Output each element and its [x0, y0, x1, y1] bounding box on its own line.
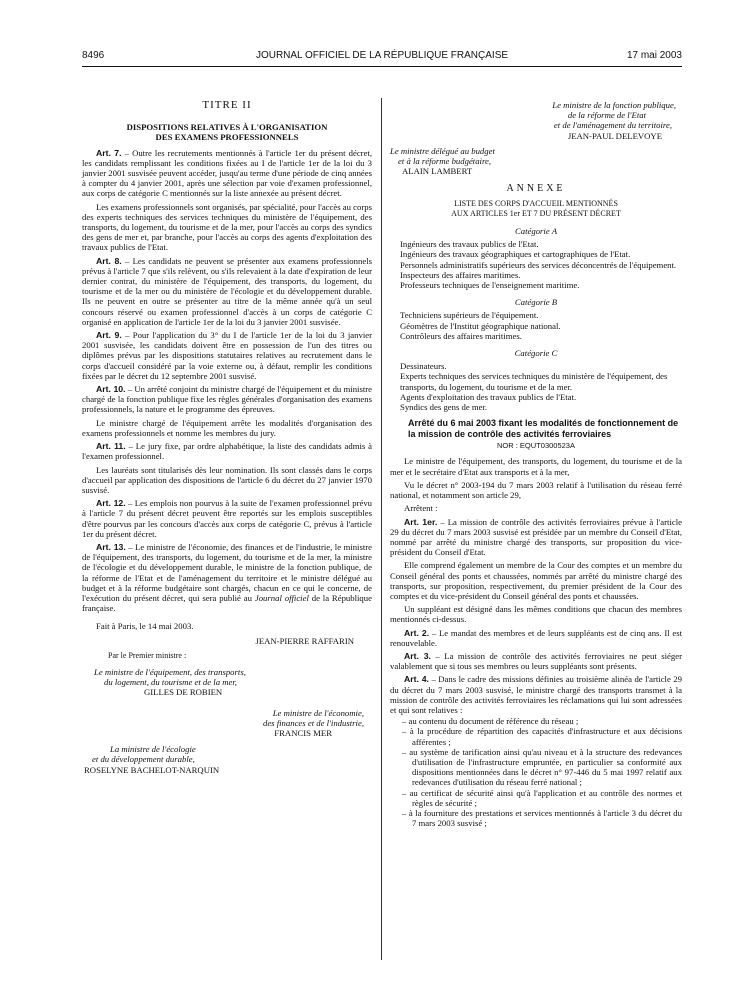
arrete-article-1-p2: Elle comprend également un membre de la Cour des comptes et un membre du Conseil général des ponts et chaussées, nommés par arrêté du ministre chargé des transports, sur proposition, respectivement, du premier président de la Cour des comptes et du vice-président du Conseil général des ponts et chaussées. — [390, 560, 682, 601]
journal-officiel-mention: Journal officiel — [254, 592, 309, 603]
article-8-text: – Les candidats ne peuvent se présenter aux examens professionnels prévus à l'article 7 que s'ils relèvent, ou s'ils relevaient à la date d'expiration de leur dernier contrat, du ministère de l'équipement, des transports, du logement, du tourisme et de la mer ou du ministère de l'écologie et du développement durable. Ils ne peuvent en outre se présenter au titre de la même année qu'à un seul concours réservé ou examen professionnel d'accès à un corps de catégorie C organisé en application de l'article 1er de la loi du 3 janvier 2001 susvisée. — [82, 255, 372, 327]
signatory-budget-line-2: et à la réforme budgétaire, — [398, 156, 492, 167]
annexe-subtitle-line-2: AUX ARTICLES 1er ET 7 DU PRÉSENT DÉCRET — [451, 208, 621, 218]
arrete-article-4-item: – au contenu du document de référence du réseau ; — [402, 716, 579, 727]
article-11-p1 — [82, 441, 372, 461]
arrete-title: Arrêté du 6 mai 2003 fixant les modalités de fonctionnement de la mission de contrôle des activités ferroviaires — [408, 418, 679, 439]
signatory-equipement-name: GILLES DE ROBIEN — [144, 687, 223, 698]
arrete-article-1-text: – La mission de contrôle des activités ferroviaires prévue à l'article 29 du décret du 7 mars 2003 susvisé est présidée par un membre du Conseil d'Etat, nommé par arrêté du ministre chargé des transports, sur proposition du vice-président du Conseil d'Etat. — [390, 516, 682, 558]
page-header — [82, 50, 682, 66]
article-9-p1 — [82, 330, 372, 381]
arrete-intro-2: Vu le décret n° 2003-194 du 7 mars 2003 relatif à l'utilisation du réseau ferré national, et notamment son article 29, — [390, 479, 682, 501]
categorie-c-item: Experts techniques des services techniques du ministère de l'équipement, des transports, du logement, du tourisme et de la mer. — [400, 371, 668, 392]
signatory-equipement-line-1: Le ministre de l'équipement, des transports, — [94, 666, 246, 677]
article-10-p2: Le ministre chargé de l'équipement arrête les modalités d'organisation des examens professionnels et nomme les membres du jury. — [82, 417, 372, 438]
categorie-c-item: Dessinateurs. — [400, 361, 447, 372]
arrete-intro-1: Le ministre de l'équipement, des transports, du logement, du tourisme et de la mer et le secrétaire d'Etat aux transports et à la mer, — [390, 456, 682, 477]
annexe-heading: ANNEXE — [506, 183, 566, 195]
arrete-article-4 — [390, 674, 682, 715]
signatory-fonction-publique-name: JEAN-PAUL DELEVOYE — [567, 130, 662, 141]
signatory-ecologie-line-1: La ministre de l'écologie — [110, 744, 196, 755]
signatory-economie-name: FRANCIS MER — [274, 727, 332, 738]
par-le-premier-ministre: Par le Premier ministre : — [108, 650, 187, 660]
categorie-b-item: Techniciens supérieurs de l'équipement. — [400, 310, 539, 321]
article-12-p1 — [82, 498, 372, 539]
arrete-article-4-item: – au système de tarification ainsi qu'au niveau et à la structure des redevances d'utilisation de l'infrastructure empruntée, en particulier sa conformité aux dispositions mentionnées dans le décret n° 97-446 du 5 mai 1997 relatif aux redevances d'utilisation du réseau ferré national ; — [402, 746, 682, 788]
annexe-subtitle-line-1: LISTE DES CORPS D'ACCUEIL MENTIONNÉS — [454, 198, 618, 208]
categorie-a-item: Inspecteurs des affaires maritimes. — [400, 269, 521, 280]
arrete-article-3 — [390, 651, 682, 671]
article-13-text: – Le ministre de l'économie, des finances et de l'industrie, le ministre de l'équipement, des transports, du logement, du tourisme et de la mer, la ministre de l'écologie et du développement durable, le ministre de la fonction publique, de la réforme de l'Etat et de l'aménagement du territoire et le ministre délégué au budget et à la réforme budgétaire sont chargés, chacun en ce qui le concerne, de l'exécution du présent décret, qui sera publié au — [82, 541, 373, 603]
article-7-p2: Les examens professionnels sont organisés, par spécialité, pour l'accès au corps des experts techniques des services techniques du ministère de l'équipement, des transports, du logement, du tourisme et de la mer, pour l'accès au corps des syndics des gens de mer et, par branche, pour l'accès au corps des agents d'exploitation des travaux publics de l'Etat. — [82, 201, 372, 253]
categorie-c-heading: Catégorie C — [514, 348, 558, 359]
issue-date: 17 mai 2003 — [626, 50, 682, 61]
fait-a-paris: Fait à Paris, le 14 mai 2003. — [96, 621, 194, 632]
signatory-budget-name: ALAIN LAMBERT — [402, 166, 473, 177]
header-rule — [82, 66, 682, 67]
signature-raffarin: JEAN-PIERRE RAFFARIN — [255, 635, 354, 646]
categorie-a-item: Ingénieurs des travaux géographiques et cartographiques de l'Etat. — [400, 249, 631, 260]
article-11-p2: Les lauréats sont titularisés dès leur nomination. Ils sont classés dans le corps d'accueil par application des dispositions de l'article 6 du décret du 27 janvier 1970 susvisé. — [82, 464, 372, 495]
categorie-a-item: Professeurs techniques de l'enseignement maritime. — [400, 280, 580, 291]
page-number: 8496 — [82, 50, 105, 61]
article-7-p1 — [82, 148, 372, 199]
arrete-article-3-text: – La mission de contrôle des activités ferroviaires ne peut siéger valablement que si tous ses membres ou leurs suppléants sont présents. — [390, 650, 683, 672]
signatory-fonction-publique-line-3: et de l'aménagement du territoire, — [553, 120, 672, 131]
arrete-article-4-item: – à la fourniture des prestations et services mentionnés à l'article 3 du décret du 7 mars 2003 susvisé ; — [402, 807, 682, 829]
article-13-label: Art. 13. — [96, 541, 126, 552]
categorie-c-item: Syndics des gens de mer. — [400, 402, 488, 413]
left-column — [82, 100, 372, 775]
signatory-fonction-publique-line-2: de la réforme de l'Etat — [567, 110, 646, 121]
arrete-article-1-p3: Un suppléant est désigné dans les mêmes conditions que chacun des membres mentionnés ci-dessus. — [390, 604, 682, 625]
categorie-a-heading: Catégorie A — [514, 226, 558, 237]
column-divider — [381, 98, 382, 960]
article-7-text: – Outre les recrutements mentionnés à l'article 1er du présent décret, les candidats remplissant les conditions fixées au I de l'article 1er de la loi du 3 janvier 2001 susvisée peuvent accéder, jusqu'au terme d'une période de cinq années à compter du 4 janvier 2001, après une sélection par voie d'examen professionnel, aux corps de catégorie C mentionnés sur la liste annexée au présent décret. — [82, 147, 373, 199]
arrete-article-4-text: – Dans le cadre des missions définies au troisième alinéa de l'article 29 du décret du 7 mars 2003 susvisé, le ministre chargé des transports transmet à la mission de contrôle des activités ferroviaires les réclamations qui lui sont adressées et qui sont relatives : — [390, 674, 682, 715]
article-10-label: Art. 10. — [96, 384, 126, 395]
signatory-budget-line-1: Le ministre délégué au budget — [390, 145, 495, 156]
arrete-article-2 — [390, 628, 682, 648]
arrete-article-2-label: Art. 2. — [404, 627, 430, 638]
arrete-article-4-item: – à la procédure de répartition des capacités d'infrastructure et aux décisions afférentes ; — [402, 726, 682, 747]
arrete-article-2-text: – Le mandat des membres et de leurs suppléants est de cinq ans. Il est renouvelable. — [390, 627, 682, 648]
arrete-article-4-item: – au certificat de sécurité ainsi qu'à l'application et au contrôle des normes et règles de sécurité ; — [402, 787, 682, 808]
categorie-b-heading: Catégorie B — [514, 297, 558, 308]
signatory-economie-line-1: Le ministre de l'économie, — [272, 707, 364, 718]
right-column — [390, 100, 682, 828]
categorie-c-item: Agents d'exploitation des travaux publics de l'Etat. — [400, 391, 577, 402]
signatory-equipement-line-2: du logement, du tourisme et de la mer, — [104, 677, 237, 688]
article-13-text-end: de la République française. — [82, 592, 372, 614]
article-12-label: Art. 12. — [96, 498, 126, 509]
nor-reference: NOR : EQUT0300523A — [497, 441, 575, 451]
article-10-text: – Un arrêté conjoint du ministre chargé de l'équipement et du ministre chargé de la fonction publique fixe les règles générales d'organisation des examens professionnels, la nature et le programme des épreuves. — [82, 384, 372, 415]
signatory-ecologie-line-2: et du développement durable, — [92, 754, 195, 765]
signatory-ecologie-name: ROSELYNE BACHELOT-NARQUIN — [84, 764, 220, 775]
signatory-fonction-publique-line-1: Le ministre de la fonction publique, — [552, 100, 676, 110]
section-heading-line-2: DES EXAMENS PROFESSIONNELS — [155, 132, 299, 143]
article-12-text: – Les emplois non pourvus à la suite de l'examen professionnel prévu à l'article 7 du présent décret peuvent être reportés sur les emplois susceptibles d'être pourvus par les concours d'accès aux corps de catégorie C, prévus à l'article 1er du présent décret. — [82, 498, 373, 539]
signatory-economie-line-2: des finances et de l'industrie, — [262, 717, 364, 728]
arrete-article-1-p1 — [390, 517, 682, 558]
article-9-label: Art. 9. — [96, 330, 122, 341]
categorie-b-item: Contrôleurs des affaires maritimes. — [400, 330, 522, 341]
arrete-article-4-label: Art. 4. — [404, 674, 429, 685]
article-11-text: – Le jury fixe, par ordre alphabétique, la liste des candidats admis à l'examen professionnel. — [82, 441, 372, 462]
article-11-label: Art. 11. — [96, 441, 126, 452]
titre-heading: TITRE II — [202, 99, 252, 111]
journal-title: JOURNAL OFFICIEL DE LA RÉPUBLIQUE FRANÇAISE — [255, 50, 509, 61]
arrete-article-3-label: Art. 3. — [404, 650, 431, 661]
article-7-label: Art. 7. — [96, 147, 122, 158]
article-10-p1 — [82, 384, 372, 415]
categorie-b-item: Géomètres de l'Institut géographique national. — [400, 320, 561, 331]
article-8-label: Art. 8. — [96, 255, 122, 266]
categorie-a-item: Personnels administratifs supérieurs des services déconcentrés de l'équipement. — [400, 259, 677, 270]
article-13-p1 — [82, 542, 372, 613]
section-heading-line-1: DISPOSITIONS RELATIVES À L'ORGANISATION — [126, 122, 328, 133]
article-9-text: – Pour l'application du 3° du I de l'article 1er de la loi du 3 janvier 2001 susvisée, les candidats doivent être en possession de l'un des titres ou diplômes prévus par les dispositions statutaires relatives au recrutement dans le corps d'accueil considéré par la voie externe ou, à défaut, remplir les conditions fixées par le décret du 12 septembre 2001 susvisé. — [82, 330, 372, 381]
article-8-p1 — [82, 256, 372, 327]
categorie-a-item: Ingénieurs des travaux publics de l'Etat. — [400, 239, 539, 250]
arrete-article-1-label: Art. 1er. — [404, 516, 438, 527]
arretent: Arrêtent : — [404, 503, 438, 514]
